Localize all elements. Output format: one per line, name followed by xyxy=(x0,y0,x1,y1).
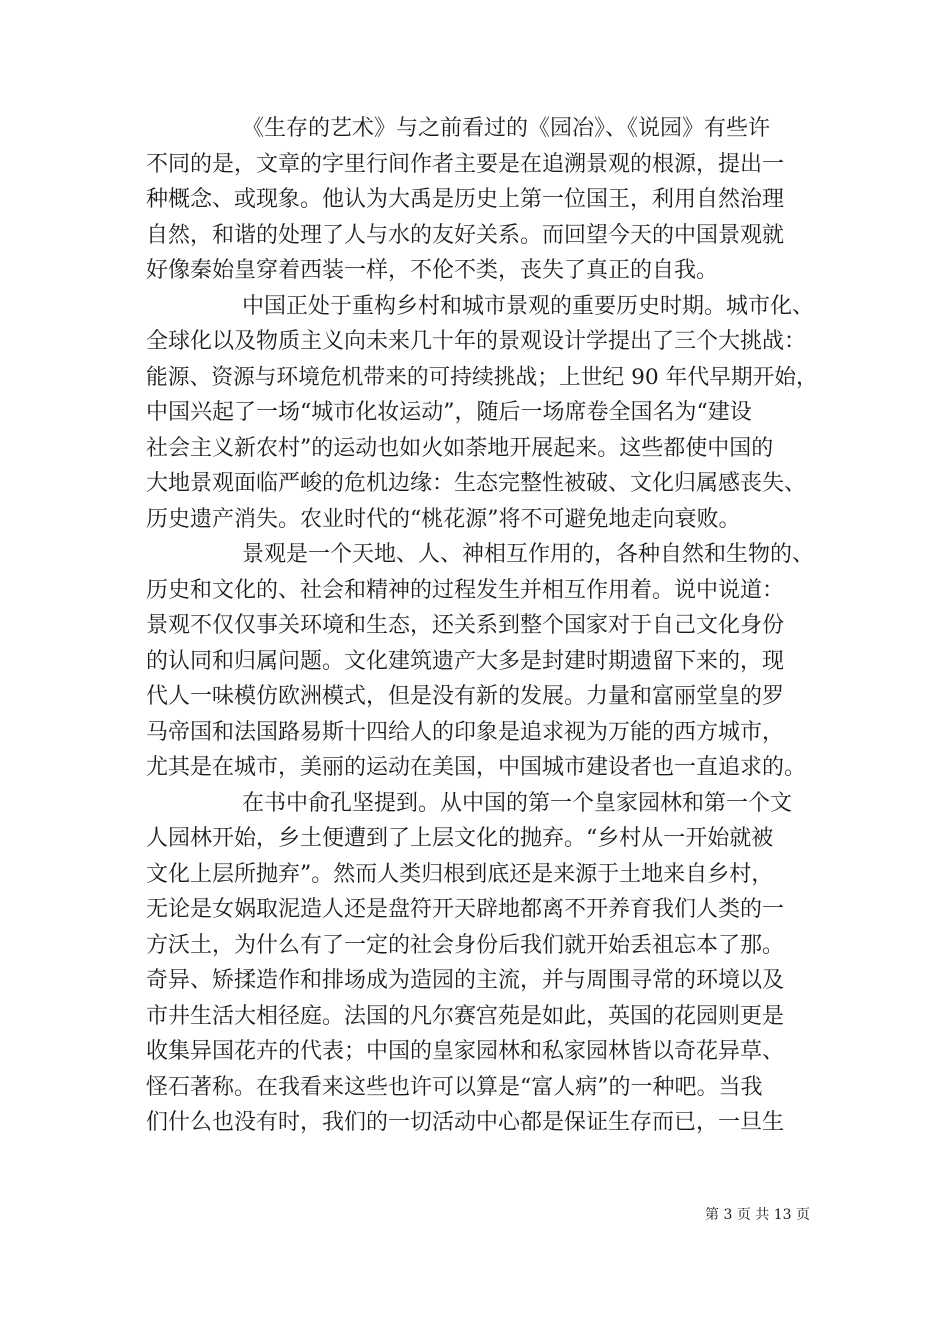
text-line: 不同的是，文章的字里行间作者主要是在追溯景观的根源，提出一 xyxy=(146,151,785,177)
body-text xyxy=(146,111,818,1141)
text-line: 代人一味模仿欧洲模式，但是没有新的发展。力量和富丽堂皇的罗 xyxy=(146,684,785,709)
text-line: 市井生活大相径庭。法国的凡尔赛宫苑是如此，英国的花园则更是 xyxy=(146,1003,785,1029)
text-line: 奇异、矫揉造作和排场成为造园的主流，并与周围寻常的环境以及 xyxy=(146,968,785,993)
text-line: 好像秦始皇穿着西装一样，不伦不类，丧失了真正的自我。 xyxy=(146,258,719,283)
text-line: 尤其是在城市，美丽的运动在美国，中国城市建设者也一直追求的。 xyxy=(146,755,807,780)
text-line: 景观不仅仅事关环境和生态，还关系到整个国家对于自己文化身份 xyxy=(146,613,785,638)
text-line: 在书中俞孔坚提到。从中国的第一个皇家园林和第一个文 xyxy=(242,790,793,816)
text-line: 的认同和归属问题。文化建筑遗产大多是封建时期遗留下来的，现 xyxy=(146,648,785,674)
text-line: 《生存的艺术》与之前看过的《园冶》、《说园》有些许 xyxy=(242,116,771,141)
page-number: 第 3 页 共 13 页 xyxy=(705,1207,810,1223)
text-line: 无论是女娲取泥造人还是盘符开天辟地都离不开养育我们人类的一 xyxy=(146,897,785,922)
text-line: 文化上层所抛弃”。然而人类归根到底还是来源于土地来自乡村， xyxy=(146,861,774,887)
text-line: 景观是一个天地、人、神相互作用的，各种自然和生物的、 xyxy=(242,542,815,567)
text-line: 方沃土，为什么有了一定的社会身份后我们就开始丢祖忘本了那。 xyxy=(146,932,785,958)
text-line: 历史遗产消失。农业时代的“桃花源”将不可避免地走向衰败。 xyxy=(146,506,741,532)
text-line: 收集异国花卉的代表；中国的皇家园林和私家园林皆以奇花异草、 xyxy=(146,1039,785,1064)
text-line: 历史和文化的、社会和精神的过程发生并相互作用着。说中说道： xyxy=(146,577,785,603)
text-line: 中国正处于重构乡村和城市景观的重要历史时期。城市化、 xyxy=(242,293,815,319)
text-line: 全球化以及物质主义向未来几十年的景观设计学提出了三个大挑战： xyxy=(146,329,807,354)
text-line: 大地景观面临严峻的危机边缘：生态完整性被破、文化归属感丧失、 xyxy=(146,471,807,496)
text-line: 们什么也没有时，我们的一切活动中心都是保证生存而已，一旦生 xyxy=(146,1110,785,1135)
text-line: 人园林开始，乡土便遭到了上层文化的抛弃。“乡村从一开始就被 xyxy=(146,826,774,851)
text-line: 马帝国和法国路易斯十四给人的印象是追求视为万能的西方城市， xyxy=(146,719,785,745)
text-line: 种概念、或现象。他认为大禹是历史上第一位国王，利用自然治理 xyxy=(146,187,785,212)
text-line: 社会主义新农村”的运动也如火如荼地开展起来。这些都使中国的 xyxy=(146,435,774,461)
text-line: 中国兴起了一场“城市化妆运动”，随后一场席卷全国名为“建设 xyxy=(146,400,752,425)
text-line: 能源、资源与环境危机带来的可持续挑战；上世纪 90 年代早期开始， xyxy=(146,364,818,390)
text-line: 自然，和谐的处理了人与水的友好关系。而回望今天的中国景观就 xyxy=(146,222,785,248)
text-line: 怪石著称。在我看来这些也许可以算是“富人病”的一种吧。当我 xyxy=(146,1074,763,1100)
